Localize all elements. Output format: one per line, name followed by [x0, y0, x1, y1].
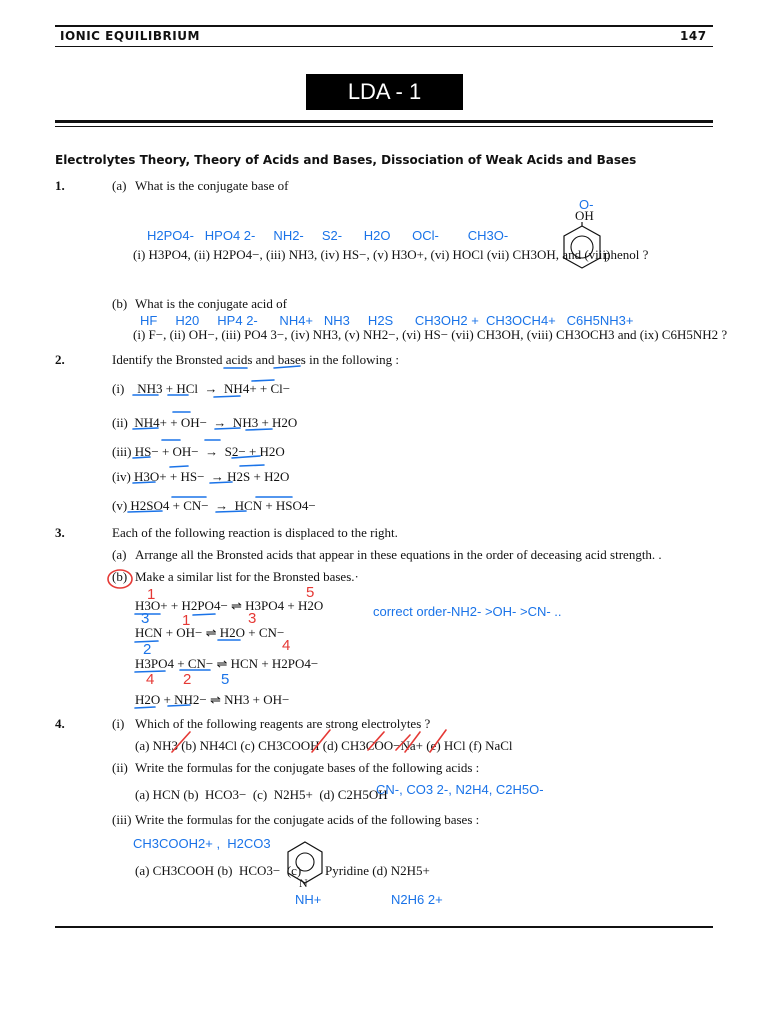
- q3-handwritten-order: correct order-NH2- >OH- >CN- ..: [373, 604, 562, 619]
- header-rule: [55, 46, 713, 47]
- pyridine-label: Pyridine (d) N2H5+: [325, 863, 430, 878]
- q4iii-text: Write the formulas for the conjugate acids of the following bases :: [135, 812, 480, 827]
- chapter-title: IONIC EQUILIBRIUM: [60, 29, 200, 43]
- pyridine-n: N: [299, 876, 308, 890]
- q1a-label: (a): [112, 178, 127, 193]
- q1a-handwritten-answers: H2PO4- HPO4 2- NH2- S2- H2O OCl- CH3O-: [147, 228, 509, 243]
- banner-rule-thin: [55, 126, 713, 127]
- q4d-handwritten-answer: N2H6 2+: [391, 892, 443, 907]
- pyridine-handwritten-answer: NH+: [295, 892, 322, 907]
- q3a-label: (a): [112, 547, 127, 562]
- q4i-text: Which of the following reagents are strong electrolytes ?: [135, 716, 431, 731]
- q3-mark-6: 2: [143, 641, 152, 658]
- q3-equation-2: HCN + OH− ⇌ H2O + CN−: [135, 625, 285, 640]
- q3-mark-4: 1: [182, 612, 191, 629]
- q3-number: 3.: [55, 525, 65, 540]
- q3-equation-3: H3PO4 + CN− ⇌ HCN + H2PO4−: [135, 656, 319, 671]
- q4i-label: (i): [112, 716, 125, 731]
- q2-reaction-1: (i) NH3 + HCl → NH4+ + Cl−: [112, 381, 291, 396]
- q4ii-text: Write the formulas for the conjugate bases of the following acids :: [135, 760, 480, 775]
- q4iii-list: (a) CH3COOH (b) HCO3− (c): [135, 863, 302, 878]
- q2-reaction-3: (iii) HS− + OH− → S2− + H2O: [112, 444, 285, 459]
- q3-mark-2: 5: [306, 584, 315, 601]
- q2-reaction-4: (iv) H3O+ + HS− → H2S + H2O: [112, 469, 290, 484]
- q1b-list: (i) F−, (ii) OH−, (iii) PO4 3−, (iv) NH3, (v) NH2−, (vi) HS− (vii) CH3OH, (viii) CH3OCH3 and (ix) C6H5NH2 ?: [133, 327, 728, 342]
- q4i-list: (a) NH3 (b) NH4Cl (c) CH3COOH (d) CH3COO−Na+ (e) HCl (f) NaCl: [135, 738, 513, 753]
- section-title: Electrolytes Theory, Theory of Acids and Bases, Dissociation of Weak Acids and Bases: [55, 153, 637, 167]
- q1b-label: (b): [112, 296, 128, 311]
- q2-number: 2.: [55, 352, 65, 367]
- q3-equation-4: H2O + NH2− ⇌ NH3 + OH−: [135, 692, 290, 707]
- q3-mark-10: 5: [221, 671, 230, 688]
- q4iii-handwritten-answer: CH3COOH2+ , H2CO3: [133, 836, 271, 851]
- q3-text: Each of the following reaction is displaced to the right.: [112, 525, 398, 540]
- q2-text: Identify the Bronsted acids and bases in the following :: [112, 352, 400, 367]
- q3-mark-9: 2: [183, 671, 192, 688]
- top-rule: [55, 25, 713, 27]
- q3-mark-1: 1: [147, 586, 156, 603]
- phenol-ring-icon: [560, 222, 604, 272]
- lda-banner: LDA - 1: [306, 74, 463, 110]
- q4-number: 4.: [55, 716, 65, 731]
- q2-reaction-2: (ii) NH4+ + OH− → NH3 + H2O: [112, 415, 298, 430]
- q4ii-handwritten-answer: CN-, CO3 2-, N2H4, C2H5O-: [376, 782, 544, 797]
- phenol-handwritten-answer: O-: [579, 197, 594, 212]
- q3-mark-5: 3: [248, 610, 257, 627]
- q1b-text: What is the conjugate acid of: [135, 296, 287, 311]
- q3-mark-3: 3: [141, 610, 150, 627]
- page-number: 147: [680, 29, 707, 43]
- phenol-label: phenol ?: [604, 247, 649, 262]
- q2-reaction-5: (v) H2SO4 + CN− → HCN + HSO4−: [112, 498, 316, 513]
- q3-equation-1: H3O+ + H2PO4− ⇌ H3PO4 + H2O: [135, 598, 324, 613]
- q3b-label: (b): [112, 569, 128, 584]
- banner-rule-thick: [55, 120, 713, 123]
- q4iii-label: (iii): [112, 812, 132, 827]
- q4ii-list: (a) HCN (b) HCO3− (c) N2H5+ (d) C2H5OH: [135, 787, 388, 802]
- bottom-rule: [55, 926, 713, 928]
- q1b-handwritten-answers: HF H20 HP4 2- NH4+ NH3 H2S CH3OH2 + CH3OCH4+ C6H5NH3+: [140, 313, 634, 328]
- q3b-text: Make a similar list for the Bronsted bases.·: [135, 569, 359, 584]
- q1-number: 1.: [55, 178, 65, 193]
- q3-mark-7: 4: [282, 637, 291, 654]
- q3-mark-8: 4: [146, 671, 155, 688]
- q1a-text: What is the conjugate base of: [135, 178, 289, 193]
- q1a-list: (i) H3PO4, (ii) H2PO4−, (iii) NH3, (iv) HS−, (v) H3O+, (vi) HOCl (vii) CH3OH, and (viii): [133, 247, 611, 262]
- phenol-oh: OH: [575, 208, 594, 223]
- q3a-text: Arrange all the Bronsted acids that appear in these equations in the order of deceasing acid strength. .: [135, 547, 662, 562]
- q4ii-label: (ii): [112, 760, 128, 775]
